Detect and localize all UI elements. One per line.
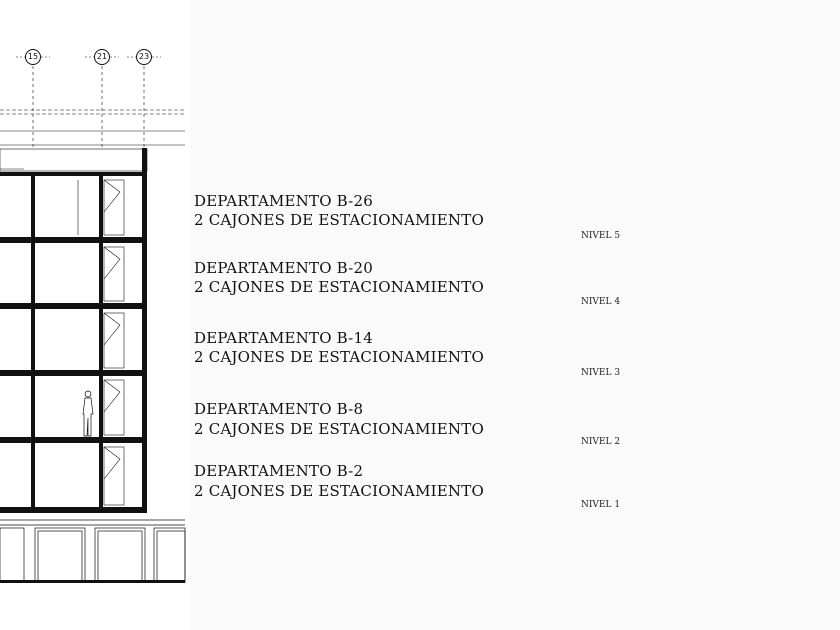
section-svg (0, 0, 190, 630)
department-label: DEPARTAMENTO B-2 (194, 462, 364, 480)
columns (31, 176, 103, 507)
parking-label: 2 CAJONES DE ESTACIONAMIENTO (194, 482, 484, 500)
grid-axis-bubble: 15 (25, 49, 41, 65)
roof-lines (0, 110, 185, 145)
department-label: DEPARTAMENTO B-8 (194, 400, 364, 418)
right-wall (142, 148, 147, 513)
parking-label: 2 CAJONES DE ESTACIONAMIENTO (194, 348, 484, 366)
level-label: NIVEL 2 (581, 437, 621, 447)
level-label: NIVEL 1 (581, 500, 621, 510)
department-label: DEPARTAMENTO B-26 (194, 192, 373, 210)
grid-axis-lines (33, 66, 144, 150)
level-label: NIVEL 4 (581, 297, 621, 307)
level-label: NIVEL 3 (581, 368, 621, 378)
parking-label: 2 CAJONES DE ESTACIONAMIENTO (194, 211, 484, 229)
person-figure (83, 391, 93, 436)
department-label: DEPARTAMENTO B-20 (194, 259, 373, 277)
grid-axis-bubble: 21 (94, 49, 110, 65)
annotation-panel (190, 0, 840, 630)
department-label: DEPARTAMENTO B-14 (194, 329, 373, 347)
parking-label: 2 CAJONES DE ESTACIONAMIENTO (194, 278, 484, 296)
grid-axis-bubble: 23 (136, 49, 152, 65)
parking-label: 2 CAJONES DE ESTACIONAMIENTO (194, 420, 484, 438)
level-label: NIVEL 5 (581, 231, 621, 241)
ground-floor (0, 520, 185, 582)
building-section-drawing (0, 0, 190, 630)
